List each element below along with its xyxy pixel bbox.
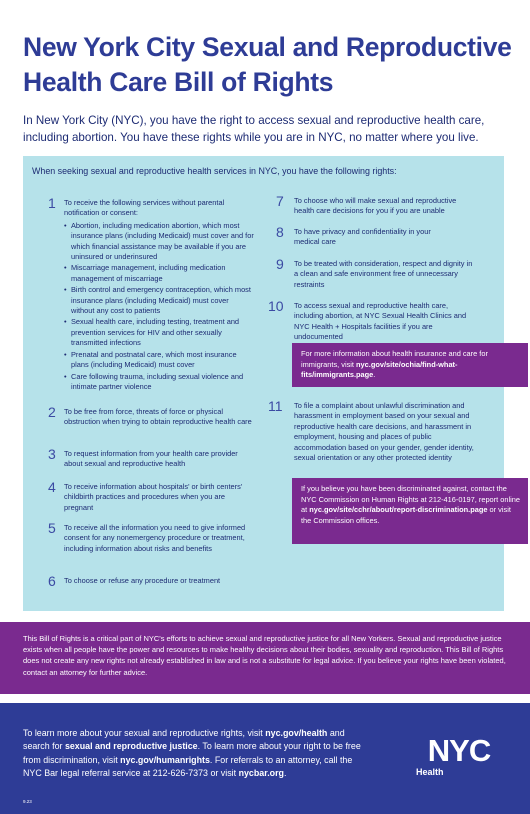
nycbar-link[interactable]: nycbar.org	[238, 768, 284, 779]
disclaimer-band	[0, 622, 530, 694]
right-text: To choose or refuse any procedure or treatment	[64, 576, 221, 585]
right-number: 9	[276, 256, 284, 272]
footer-text-part: .	[283, 768, 287, 779]
info-text: For more information about health insurance and care for immigrants, visit	[301, 349, 488, 369]
right-number: 5	[48, 520, 56, 536]
logo-subtitle: Health	[416, 767, 444, 777]
right-text: To be treated with consideration, respect and dignity in a clean and safe environment free of unnecessary restraints	[294, 259, 473, 289]
bullet-item: • Prenatal and postnatal care, which most insurance plans (including Medicaid) must cover	[64, 350, 254, 371]
intro-paragraph: In New York City (NYC), you have the right to access sexual and reproductive health care, including abortion. You have these rights while you are in NYC, no matter where you live.	[23, 114, 485, 144]
bullet-item: • Sexual health care, including testing, treatment and prevention services for HIV and other sexually transmitted infections	[64, 317, 254, 348]
immigrant-info-link[interactable]: nyc.gov/site/ochia/find-what-fits/immigrants.page	[301, 359, 458, 380]
right-text: To access sexual and reproductive health care, including abortion, at NYC Sexual Health Clinics and NYC Health + Hospitals facilities if you are undocumented	[294, 301, 467, 342]
nyc-health-logo	[414, 733, 504, 778]
footer-text-part: . To learn more about your right to be free from discrimination, visit	[23, 741, 361, 765]
discrimination-info-box	[292, 478, 528, 544]
bullet-item: • Abortion, including medication abortion, which most insurance plans (including Medicaid) must cover and for which financial assistance may be available if you are uninsured or underinsured	[64, 221, 254, 263]
right-number: 2	[48, 404, 56, 420]
health-link[interactable]: nyc.gov/health	[265, 728, 328, 738]
bullet-item: • Birth control and emergency contraception, which most insurance plans (including Medicaid) must cover without any cost to patients	[64, 285, 254, 316]
bullet-item: • Care following trauma, including sexual violence and intimate partner violence	[64, 372, 254, 393]
right-number: 4	[48, 479, 56, 495]
right-text: To receive all the information you need to give informed consent for any nonemergency procedure or treatment, including information about risks and benefits	[64, 523, 246, 553]
right-text: To receive information about hospitals' or birth centers' childbirth practices and procedures when you are pregnant	[64, 482, 243, 512]
search-term: sexual and reproductive justice	[64, 741, 198, 752]
right-number: 8	[276, 224, 284, 240]
panel-heading: When seeking sexual and reproductive health services in NYC, you have the following rights:	[32, 166, 397, 176]
footer-text	[23, 727, 373, 781]
right-number: 3	[48, 446, 56, 462]
footer-text-part: To learn more about your sexual and reproductive rights, visit	[23, 728, 263, 738]
page-title: New York City Sexual and Reproductive Health Care Bill of Rights	[23, 32, 512, 97]
right-text: To receive the following services without parental notification or consent:	[64, 198, 225, 218]
document-code: 9.23	[23, 799, 32, 804]
report-discrimination-link[interactable]: nyc.gov/site/cchr/about/report-discrimination.page	[309, 505, 488, 515]
right-text: To be free from force, threats of force or physical obstruction when trying to obtain reproductive health care	[64, 407, 252, 427]
right-text: To request information from your health care provider about sexual and reproductive health	[64, 449, 238, 469]
human-rights-link[interactable]: nyc.gov/humanrights	[120, 754, 210, 765]
right-number: 11	[268, 398, 283, 414]
footer-text-part: and search for	[23, 728, 345, 752]
right-number: 1	[48, 195, 56, 211]
right-number: 10	[268, 298, 284, 314]
footer-band	[0, 703, 530, 814]
right-number: 7	[276, 193, 284, 209]
bullet-item: • Miscarriage management, including medication management of miscarriage	[64, 263, 254, 284]
right-text: To file a complaint about unlawful discrimination and harassment in employment based on your sexual and reproductive health care decisions, and harassment in employment, housing and places of public accommodation based on your gender, gender identity, sexual orientation or any other protected identity	[294, 401, 474, 463]
disclaimer-text: This Bill of Rights is a critical part of NYC's efforts to achieve sexual and reproductive justice for all New Yorkers. Sexual and reproductive justice exists when all people have the power and resources to make healthy decisions about their bodies, sexuality and reproduction. This Bill of Rights does not create any new rights not already established in law and is not a substitute for legal advice. If you believe your rights have been violated, contact an attorney for further advice.	[23, 634, 506, 677]
footer-text-part: . For referrals to an attorney, call the NYC Bar legal referral service at 212-626-7373 or visit	[23, 754, 353, 779]
info-text: If you believe you have been discriminated against, contact the NYC Commission on Human Rights at 212-416-0197, report online at	[301, 484, 520, 515]
info-end: or visit the Commission offices.	[301, 505, 511, 525]
right-text: To choose who will make sexual and reproductive health care decisions for you if you are unable	[294, 196, 457, 216]
rights-panel	[23, 156, 520, 611]
info-end: .	[373, 370, 376, 380]
right-number: 6	[48, 573, 56, 589]
logo-wordmark: NYC	[427, 733, 491, 768]
immigrant-info-box	[292, 343, 528, 387]
right-text: To have privacy and confidentiality in your medical care	[294, 227, 431, 247]
